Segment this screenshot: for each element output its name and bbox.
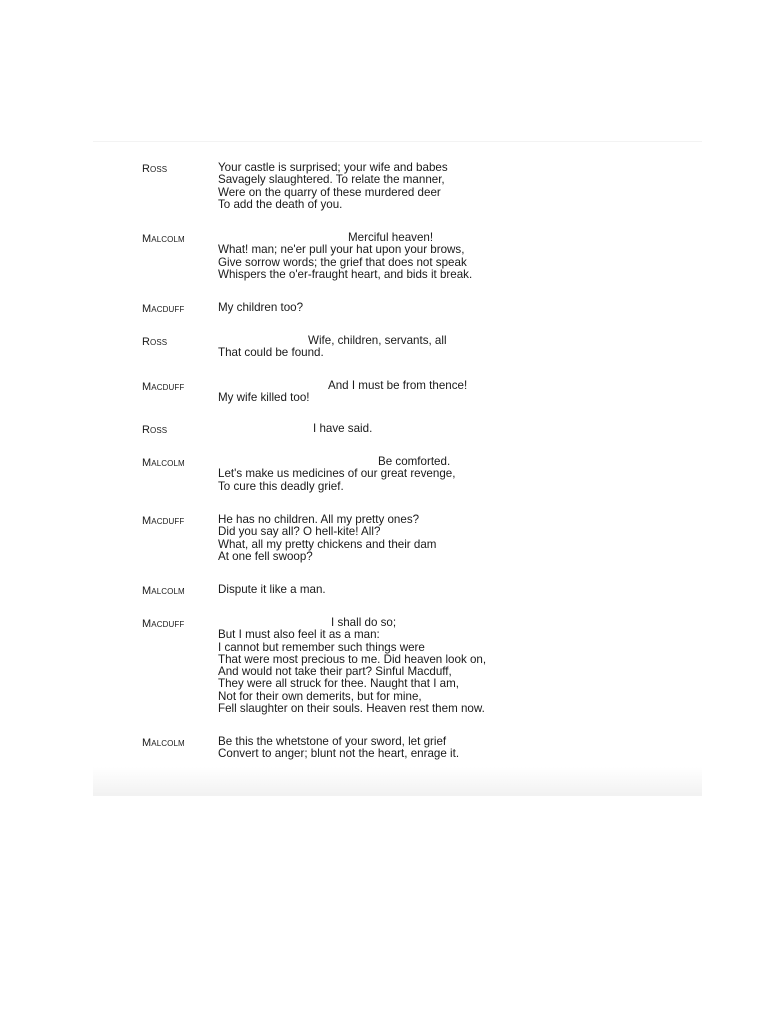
speaker-name: Malcolm (142, 737, 185, 749)
verse-line: Savagely slaughtered. To relate the manner, (218, 173, 445, 187)
verse-line: I cannot but remember such things were (218, 640, 425, 654)
speech-lines (218, 617, 678, 715)
verse-line: Dispute it like a man. (218, 583, 326, 596)
verse-line: Fell slaughter on their souls. Heaven rest them now. (218, 702, 485, 716)
speaker-name: Malcolm (142, 457, 185, 469)
verse-line: Whispers the o'er-fraught heart, and bids it break. (218, 267, 473, 281)
verse-line: He has no children. All my pretty ones? (218, 513, 420, 526)
speech-lines (218, 380, 678, 405)
speech-lines (218, 514, 678, 563)
speech-lines (218, 232, 678, 281)
verse-line: But I must also feel it as a man: (218, 628, 380, 642)
verse-line: And would not take their part? Sinful Macduff, (218, 665, 452, 679)
verse-line: To add the death of you. (218, 197, 343, 211)
verse-line: Be comforted. (378, 455, 451, 468)
verse-line: Your castle is surprised; your wife and babes (218, 161, 448, 174)
verse-line: What! man; ne'er pull your hat upon your brows, (218, 243, 465, 257)
verse-line: I shall do so; (331, 616, 397, 629)
verse-line: At one fell swoop? (218, 549, 313, 563)
speech-lines (218, 423, 678, 435)
speech-lines (218, 335, 678, 360)
verse-line: Be this the whetstone of your sword, let grief (218, 735, 447, 748)
speaker-name: Ross (142, 336, 168, 348)
verse-line: Not for their own demerits, but for mine, (218, 689, 422, 703)
verse-line: And I must be from thence! (328, 379, 468, 392)
speaker-name: Macduff (142, 381, 185, 393)
verse-line: That were most precious to me. Did heaven look on, (218, 652, 487, 666)
verse-line: That could be found. (218, 346, 324, 360)
verse-line: My wife killed too! (218, 391, 310, 405)
verse-line: Merciful heaven! (348, 231, 434, 244)
speech-lines (218, 736, 678, 761)
verse-line: Let's make us medicines of our great revenge, (218, 467, 456, 481)
verse-line: What, all my pretty chickens and their dam (218, 537, 437, 551)
speech-lines (218, 302, 678, 314)
speaker-name: Malcolm (142, 233, 185, 245)
verse-line: Were on the quarry of these murdered deer (218, 185, 441, 199)
verse-line: My children too? (218, 301, 304, 314)
speech-lines (218, 584, 678, 596)
speech-lines (218, 162, 678, 211)
speaker-name: Malcolm (142, 585, 185, 597)
speaker-name: Macduff (142, 515, 185, 527)
verse-line: Did you say all? O hell-kite! All? (218, 525, 381, 539)
verse-line: Wife, children, servants, all (308, 334, 447, 347)
verse-line: Give sorrow words; the grief that does not speak (218, 255, 467, 269)
script-page (93, 141, 702, 796)
speaker-name: Macduff (142, 303, 185, 315)
speech-lines (218, 456, 678, 493)
speaker-name: Ross (142, 163, 168, 175)
verse-line: I have said. (313, 422, 373, 435)
verse-line: They were all struck for thee. Naught that I am, (218, 677, 460, 691)
speaker-name: Macduff (142, 618, 185, 630)
speaker-name: Ross (142, 424, 168, 436)
verse-line: To cure this deadly grief. (218, 479, 344, 493)
verse-line: Convert to anger; blunt not the heart, enrage it. (218, 747, 460, 761)
